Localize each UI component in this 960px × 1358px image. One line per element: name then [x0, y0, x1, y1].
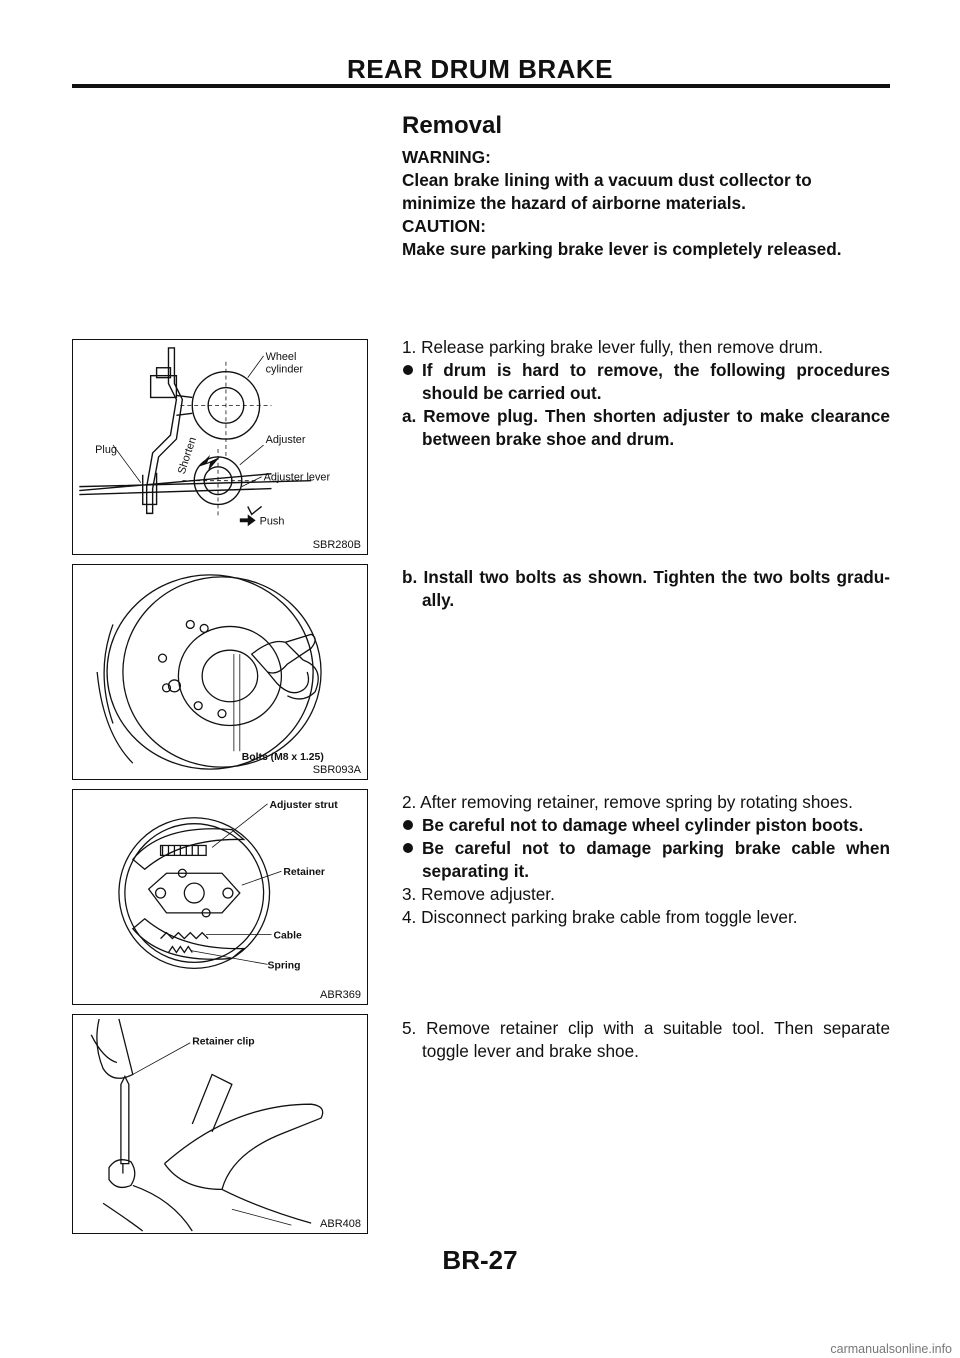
label-wheel: Wheel — [265, 350, 297, 363]
step-2-bullet-1 — [402, 814, 890, 837]
brake-shoe-assembly-diagram — [73, 790, 367, 1004]
brake-drum-diagram — [73, 565, 367, 779]
step-4: 4. Disconnect parking brake cable from toggle lever. — [402, 907, 798, 927]
label-adjuster-strut: Adjuster strut — [269, 799, 338, 811]
watermark: carmanualsonline.info — [830, 1342, 952, 1356]
label-bolts: Bolts (M8 x 1.25) — [241, 752, 324, 764]
step-1b: b. Install two bolts as shown. Tighten the two bolts gradu- ally. — [402, 567, 890, 610]
figure-code: ABR408 — [320, 1218, 361, 1230]
label-cylinder: cylinder — [265, 363, 304, 376]
intro-block — [402, 146, 890, 261]
caution-text: Make sure parking brake lever is completely released. — [402, 239, 842, 259]
step-5: 5. Remove retainer clip with a suitable tool. Then separate toggle lever and brake shoe. — [402, 1018, 890, 1061]
step-1-block — [402, 336, 890, 451]
header-title: REAR DRUM BRAKE — [346, 54, 614, 84]
figure-abr369 — [72, 789, 368, 1005]
bullet-icon — [403, 843, 413, 853]
caution-label: CAUTION: — [402, 216, 487, 236]
retainer-clip-diagram — [73, 1015, 367, 1233]
figure-code: SBR093A — [312, 764, 361, 776]
header-rule — [72, 84, 890, 88]
step-1b-block — [402, 566, 890, 612]
figure-code: SBR280B — [312, 539, 361, 551]
step-5-block — [402, 1017, 890, 1063]
section-title: Removal — [402, 112, 503, 139]
label-plug: Plug — [95, 443, 117, 456]
step-1: 1. Release parking brake lever fully, then remove drum. — [402, 337, 823, 357]
label-cable: Cable — [273, 930, 302, 942]
step-1a: a. Remove plug. Then shorten adjuster to make clearance between brake shoe and drum. — [402, 406, 890, 449]
warning-label: WARNING: — [402, 147, 491, 167]
figure-sbr280b — [72, 339, 368, 555]
label-adjuster: Adjuster — [265, 434, 306, 447]
bullet-icon — [403, 820, 413, 830]
step-2-bullet-2-text: Be careful not to damage parking brake cable when separating it. — [422, 838, 890, 881]
adjuster-diagram — [73, 340, 367, 554]
step-2-bullet-1-text: Be careful not to damage wheel cylinder piston boots. — [422, 815, 864, 835]
step-2-block — [402, 791, 890, 929]
figure-abr408 — [72, 1014, 368, 1234]
step-1-bullet — [402, 359, 890, 405]
step-3: 3. Remove adjuster. — [402, 884, 555, 904]
page-number: BR-27 — [442, 1245, 518, 1275]
label-adjuster-lever: Adjuster lever — [263, 471, 331, 484]
step-2: 2. After removing retainer, remove spring by rotating shoes. — [402, 792, 853, 812]
label-retainer-clip: Retainer clip — [192, 1036, 255, 1048]
label-retainer: Retainer — [283, 867, 325, 879]
step-1-bullet-text: If drum is hard to remove, the following procedures should be carried out. — [422, 360, 890, 403]
warning-text: Clean brake lining with a vacuum dust collector to minimize the hazard of airborne materials. — [402, 170, 812, 213]
figure-sbr093a — [72, 564, 368, 780]
bullet-icon — [403, 365, 413, 375]
label-push: Push — [259, 515, 285, 528]
label-spring: Spring — [267, 960, 301, 972]
figure-code: ABR369 — [320, 989, 361, 1001]
label-shorten: Shorten — [175, 435, 199, 476]
step-2-bullet-2 — [402, 837, 890, 883]
